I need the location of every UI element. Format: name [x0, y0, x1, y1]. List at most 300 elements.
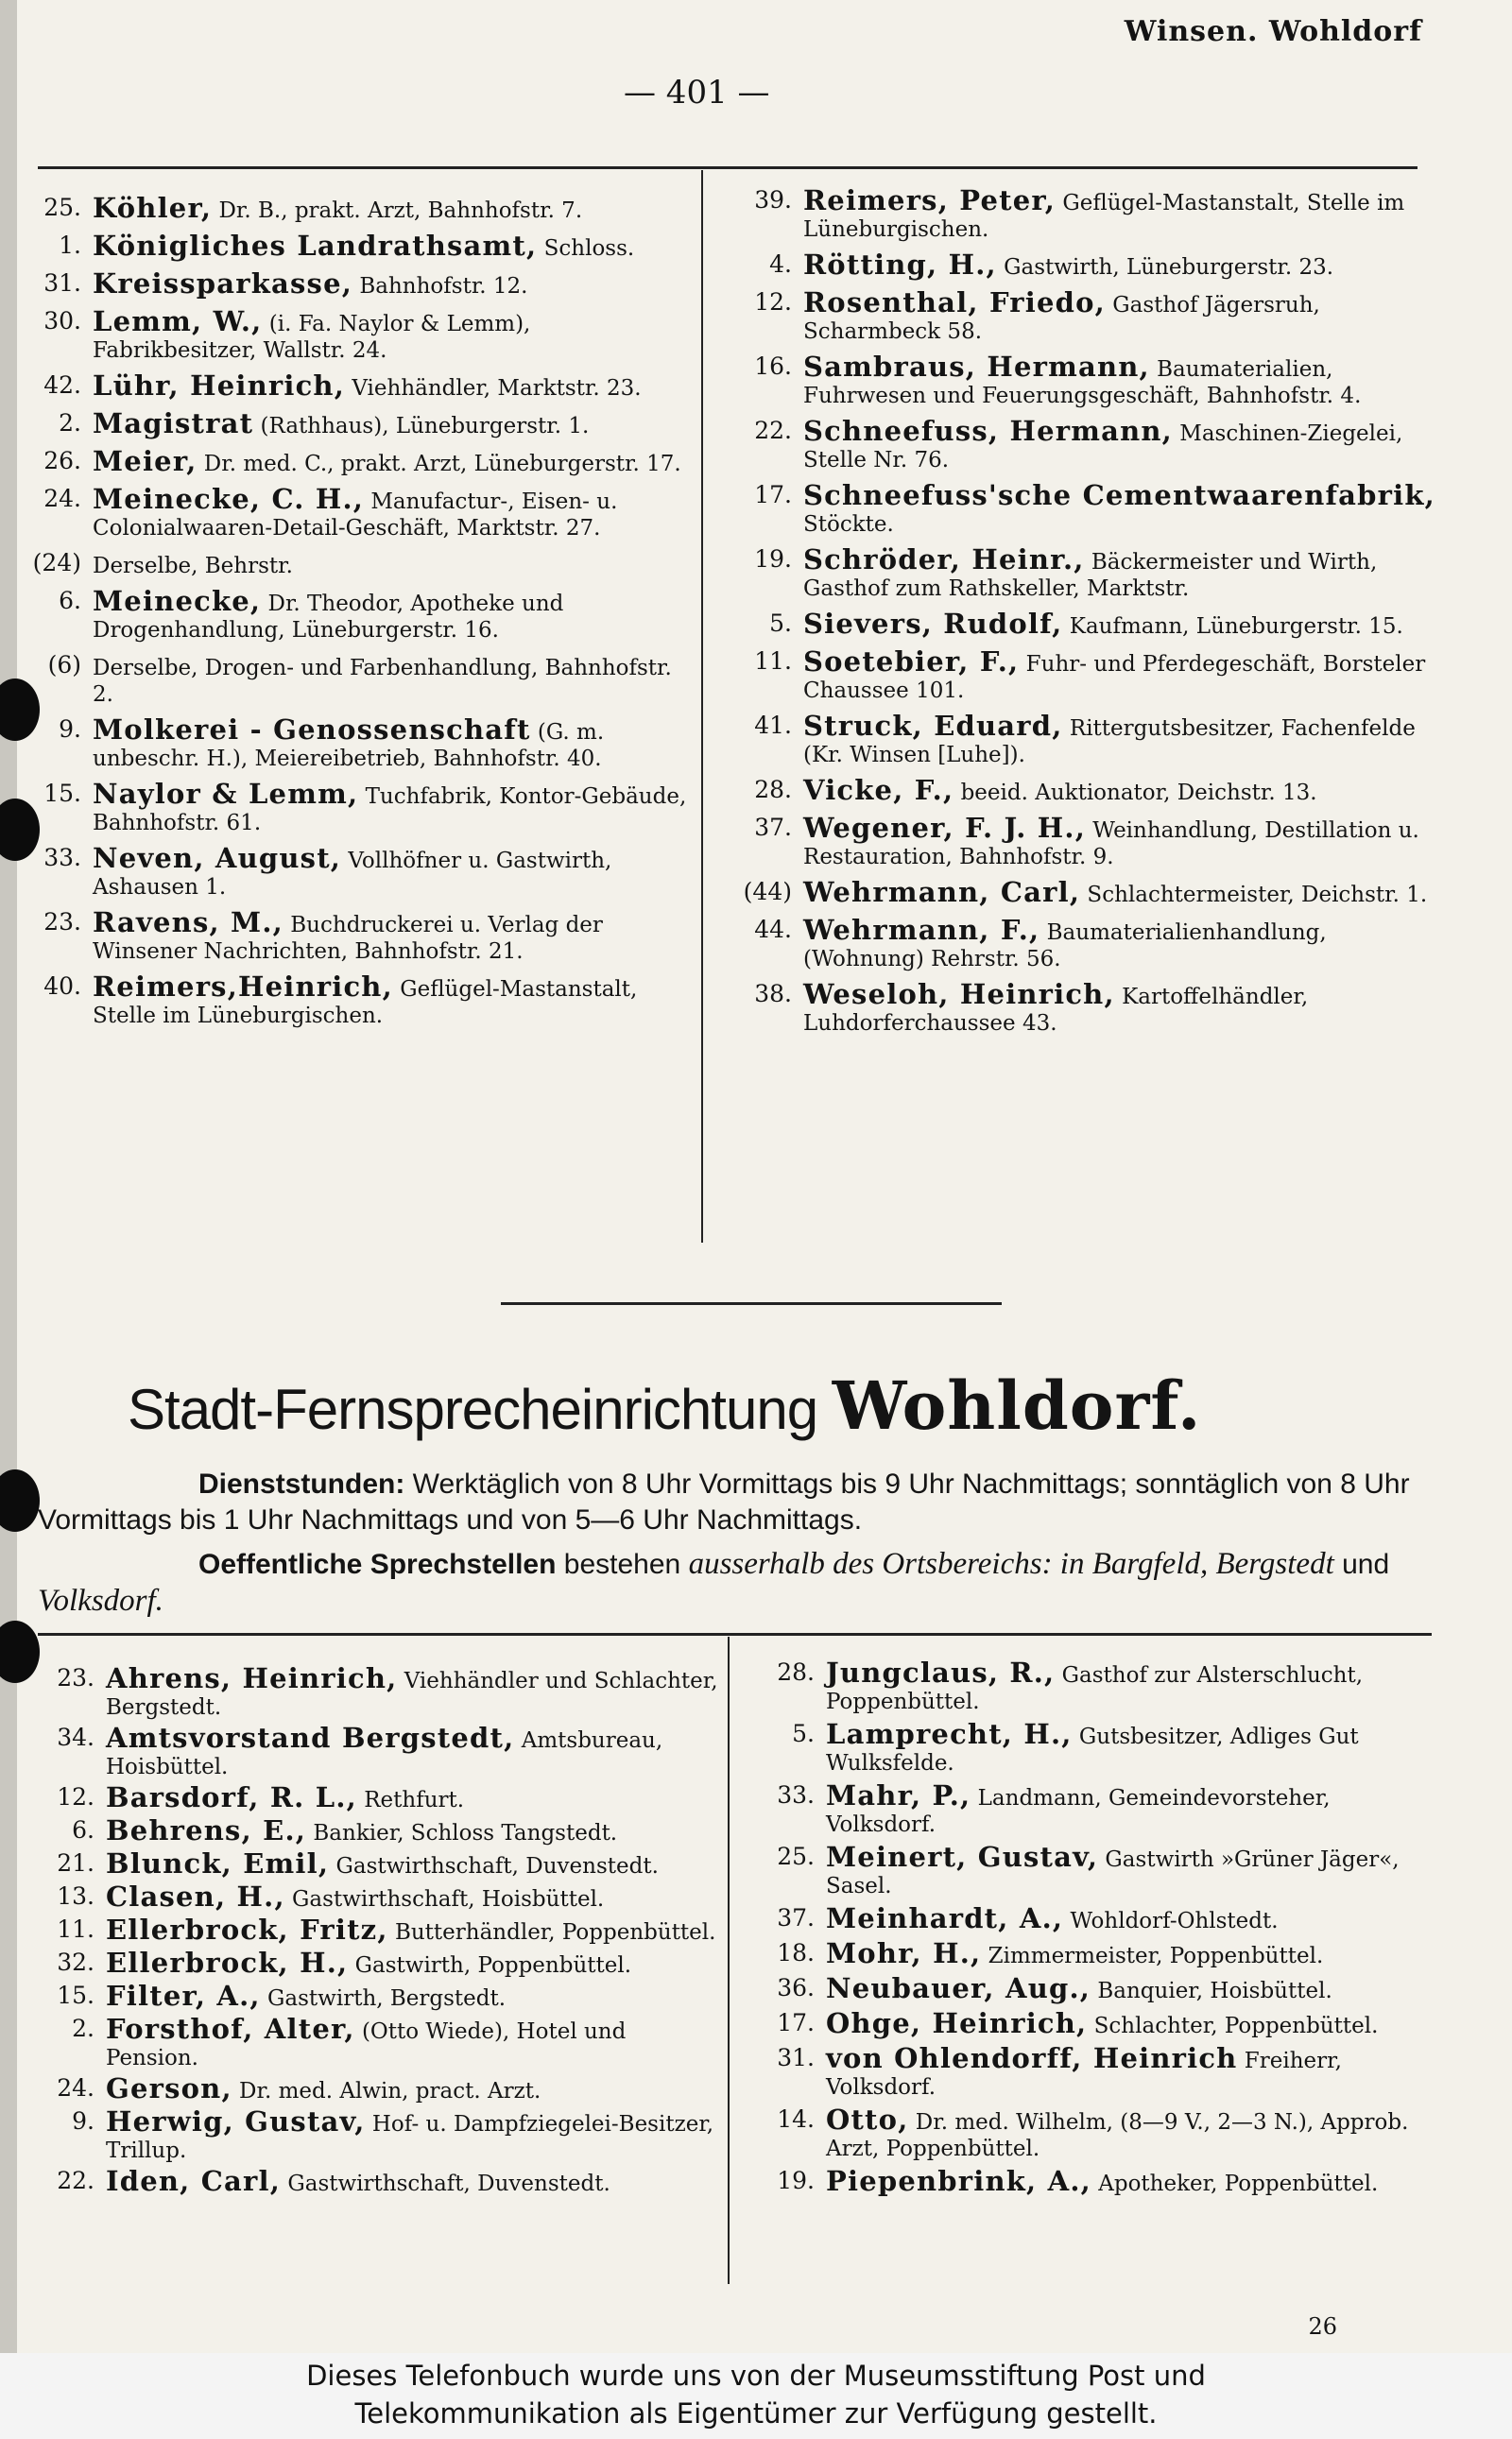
entry-body: [93, 550, 694, 579]
subscriber-name: Schneefuss'sche Cementwaarenfabrik,: [803, 479, 1435, 511]
entry-body: [826, 1902, 1446, 1934]
entry-body: [93, 778, 694, 836]
line-number: 24.: [43, 485, 81, 512]
directory-entry: [23, 906, 694, 965]
line-number: 18.: [777, 1939, 815, 1967]
entry-body: [826, 1937, 1446, 1969]
line-number: 12.: [57, 1783, 94, 1811]
subscriber-details: Dr. med. Alwin, pract. Arzt.: [232, 2079, 541, 2104]
directory-entry: [733, 812, 1437, 870]
subscriber-details: Bahnhofstr. 12.: [352, 274, 528, 299]
line-number: 6.: [59, 587, 81, 614]
subscriber-details: Gastwirth, Poppenbüttel.: [348, 1953, 632, 1978]
entry-body: [826, 1972, 1446, 2004]
column-divider: [701, 170, 703, 1243]
entry-body: [826, 2106, 1446, 2162]
directory-entry: [733, 479, 1437, 538]
directory-entry: [36, 2013, 724, 2071]
subscriber-name: Wehrmann, F.,: [803, 914, 1040, 946]
subscriber-name: Lemm, W.,: [93, 305, 263, 337]
directory-entry: [36, 1916, 724, 1946]
subscriber-details: Derselbe, Behrstr.: [93, 554, 293, 578]
subscriber-details: Dr. med. Wilhelm, (8—9 V., 2—3 N.), Approb. Arzt, Poppenbüttel.: [826, 2110, 1409, 2161]
directory-entry: [23, 585, 694, 644]
directory-entry: [36, 1662, 724, 1721]
subscriber-details: Baumaterialien, Fuhrwesen und Feuerungsgeschäft, Bahnhofstr. 4.: [803, 357, 1362, 408]
directory-entry: [733, 978, 1437, 1037]
line-number: 13.: [57, 1882, 94, 1910]
winsen-left-column: [23, 192, 694, 1038]
directory-entry: [36, 1980, 724, 2012]
line-number: 25.: [777, 1843, 815, 1870]
entry-body: [803, 978, 1437, 1037]
subscriber-details: Weinhandlung, Destillation u. Restauration, Bahnhofstr. 9.: [803, 818, 1419, 869]
subscriber-details: Geflügel-Mastanstalt, Stelle im Lüneburgischen.: [93, 977, 638, 1028]
entry-body: [106, 1814, 724, 1846]
line-number: 17.: [754, 481, 792, 508]
entry-body: [826, 1779, 1446, 1838]
directory-entry: [23, 550, 694, 579]
entry-body: [106, 2165, 724, 2197]
subscriber-details: Derselbe, Drogen- und Farbenhandlung, Bahnhofstr. 2.: [93, 656, 672, 707]
subscriber-details: Amtsbureau, Hoisbüttel.: [106, 1728, 663, 1779]
directory-entry: [756, 1937, 1446, 1969]
entry-body: [93, 232, 694, 262]
line-number: 14.: [777, 2105, 815, 2133]
line-number: 19.: [777, 2167, 815, 2194]
entry-body: [93, 585, 694, 644]
line-number: 31.: [777, 2044, 815, 2071]
directory-entry: [23, 842, 694, 901]
directory-entry: [733, 774, 1437, 806]
subscriber-name: Schröder, Heinr.,: [803, 543, 1085, 575]
directory-entry: [23, 483, 694, 541]
subscriber-details: (i. Fa. Naylor & Lemm), Fabrikbesitzer, Wallstr. 24.: [93, 312, 531, 363]
subscriber-name: Weseloh, Heinrich,: [803, 978, 1115, 1010]
directory-entry: [733, 184, 1437, 243]
subscriber-details: Schlachtermeister, Deichstr. 1.: [1080, 883, 1428, 907]
entry-body: [803, 876, 1437, 908]
subscriber-name: Vicke, F.,: [803, 774, 954, 806]
directory-entry: [733, 543, 1437, 602]
line-number: 11.: [754, 647, 792, 675]
subscriber-name: Meinecke, C. H.,: [93, 483, 365, 515]
public-call-offices-and: und: [1333, 1549, 1390, 1580]
public-call-offices-place-volksdorf: Volksdorf.: [38, 1584, 163, 1618]
subscriber-details: Banquier, Hoisbüttel.: [1091, 1979, 1332, 2003]
entry-body: [93, 713, 694, 772]
entry-body: [93, 842, 694, 901]
line-number: 31.: [43, 269, 81, 297]
subscriber-name: Meinhardt, A.,: [826, 1902, 1064, 1934]
line-number: 37.: [754, 814, 792, 841]
subscriber-details: Geflügel-Mastanstalt, Stelle im Lüneburgischen.: [803, 191, 1405, 242]
directory-entry: [36, 1814, 724, 1846]
entry-body: [803, 353, 1437, 409]
entry-body: [106, 1949, 724, 1979]
punch-hole: [0, 1621, 40, 1683]
directory-entry: [36, 1883, 724, 1913]
line-number: 42.: [43, 371, 81, 399]
entry-body: [93, 445, 694, 477]
subscriber-name: Ellerbrock, H.,: [106, 1947, 349, 1979]
subscriber-name: Ohge, Heinrich,: [826, 2007, 1088, 2039]
entry-body: [106, 1916, 724, 1946]
directory-entry: [23, 305, 694, 364]
line-number: 33.: [43, 844, 81, 871]
subscriber-name: Iden, Carl,: [106, 2165, 282, 2197]
subscriber-details: Schlachter, Poppenbüttel.: [1087, 2014, 1379, 2038]
entry-body: [93, 267, 694, 300]
subscriber-details: Rethfurt.: [356, 1788, 465, 1812]
subscriber-details: Gasthof Jägersruh, Scharmbeck 58.: [803, 293, 1320, 344]
entry-body: [803, 645, 1437, 704]
folio-number: 26: [1308, 2313, 1337, 2340]
subscriber-details: Fuhr- und Pferdegeschäft, Borsteler Chaussee 101.: [803, 652, 1426, 703]
entry-body: [93, 970, 694, 1029]
service-hours-text: Werktäglich von 8 Uhr Vormittags bis 9 Uhr Nachmittags; sonntäglich von 8 Uhr Vormittags bis 1 Uhr Nachmittags und von 5—6 Uhr Nachmittags.: [38, 1469, 1410, 1536]
entry-body: [106, 1722, 724, 1780]
line-number: 25.: [43, 194, 81, 221]
wohldorf-right-column: [756, 1659, 1446, 2203]
service-hours: [38, 1467, 1427, 1538]
winsen-right-column: [733, 184, 1437, 1045]
entry-body: [803, 610, 1437, 640]
entry-body: [106, 2013, 724, 2071]
directory-entry: [733, 353, 1437, 409]
directory-entry: [36, 2165, 724, 2197]
section-divider: [501, 1302, 1002, 1305]
subscriber-name: Gerson,: [106, 2072, 232, 2104]
line-number: 24.: [57, 2074, 94, 2102]
directory-entry: [23, 232, 694, 262]
subscriber-name: Behrens, E.,: [106, 1814, 307, 1846]
subscriber-details: Gutsbesitzer, Adliges Gut Wulksfelde.: [826, 1725, 1359, 1776]
subscriber-name: Kreissparkasse,: [93, 267, 353, 300]
place-title: Winsen. Wohldorf: [1124, 15, 1422, 48]
subscriber-name: Filter, A.,: [106, 1980, 261, 2012]
line-number: 5.: [792, 1720, 815, 1747]
subscriber-details: Wohldorf-Ohlstedt.: [1063, 1909, 1279, 1933]
subscriber-details: Viehhändler und Schlachter, Bergstedt.: [106, 1669, 718, 1720]
line-number: 41.: [754, 712, 792, 739]
subscriber-details: Vollhöfner u. Gastwirth, Ashausen 1.: [93, 849, 612, 900]
punch-hole: [0, 1469, 40, 1532]
subscriber-details: Gastwirthschaft, Hoisbüttel.: [284, 1887, 605, 1912]
line-number: 40.: [43, 972, 81, 1000]
line-number: 37.: [777, 1904, 815, 1932]
directory-entry: [23, 445, 694, 477]
entry-body: [803, 184, 1437, 243]
page-number: — 401 —: [624, 74, 770, 112]
subscriber-name: Neubauer, Aug.,: [826, 1972, 1091, 2004]
line-number: 44.: [754, 916, 792, 943]
subscriber-details: Viehhändler, Marktstr. 23.: [345, 376, 642, 401]
entry-body: [826, 2007, 1446, 2039]
line-number: 33.: [777, 1781, 815, 1809]
subscriber-details: Kaufmann, Lüneburgerstr. 15.: [1062, 614, 1403, 639]
line-number: 28.: [777, 1658, 815, 1686]
line-number: 22.: [754, 417, 792, 444]
public-call-offices: [38, 1546, 1427, 1620]
subscriber-details: Baumaterialienhandlung, (Wohnung) Rehrstr. 56.: [803, 920, 1327, 971]
subscriber-name: Wehrmann, Carl,: [803, 876, 1081, 908]
entry-body: [93, 652, 694, 708]
line-number: 12.: [754, 288, 792, 316]
subscriber-details: Stöckte.: [803, 512, 894, 537]
subscriber-details: beeid. Auktionator, Deichstr. 13.: [954, 781, 1317, 805]
subscriber-name: Schneefuss, Hermann,: [803, 415, 1173, 447]
footer-line-2: Telekommunikation als Eigentümer zur Verfügung gestellt.: [354, 2397, 1158, 2430]
line-number: 34.: [57, 1724, 94, 1751]
directory-entry: [23, 267, 694, 300]
subscriber-name: Molkerei - Genossenschaft: [93, 713, 531, 746]
subscriber-details: Gastwirth »Grüner Jäger«, Sasel.: [826, 1847, 1400, 1898]
directory-entry: [756, 1779, 1446, 1838]
entry-body: [106, 1662, 724, 1721]
directory-entry: [23, 192, 694, 224]
service-hours-label: Dienststunden:: [198, 1469, 405, 1500]
entry-body: [106, 2072, 724, 2104]
subscriber-details: Dr. Theodor, Apotheke und Drogenhandlung, Lüneburgerstr. 16.: [93, 592, 564, 643]
line-number: 16.: [754, 352, 792, 380]
directory-entry: [756, 1659, 1446, 1715]
subscriber-name: Ravens, M.,: [93, 906, 284, 938]
directory-entry: [23, 652, 694, 708]
directory-entry: [756, 1841, 1446, 1899]
entry-body: [93, 192, 694, 224]
subscriber-details: Freiherr, Volksdorf.: [826, 2049, 1342, 2100]
subscriber-details: Tuchfabrik, Kontor-Gebäude, Bahnhofstr. 61.: [93, 784, 687, 835]
directory-entry: [23, 407, 694, 439]
directory-entry: [23, 778, 694, 836]
entry-body: [803, 479, 1437, 538]
directory-entry: [36, 1781, 724, 1813]
directory-entry: [36, 1722, 724, 1780]
subscriber-name: Soetebier, F.,: [803, 645, 1020, 678]
directory-entry: [733, 876, 1437, 908]
line-number: 11.: [57, 1915, 94, 1943]
section-title-text: Stadt-Fernsprecheinrichtung: [128, 1378, 818, 1441]
subscriber-details: Buchdruckerei u. Verlag der Winsener Nachrichten, Bahnhofstr. 21.: [93, 913, 603, 964]
subscriber-name: Naylor & Lemm,: [93, 778, 359, 810]
subscriber-name: Sambraus, Hermann,: [803, 351, 1150, 383]
line-number: 2.: [72, 2015, 94, 2042]
line-number: 5.: [769, 610, 792, 637]
subscriber-name: Meier,: [93, 445, 198, 477]
line-number: 4.: [769, 250, 792, 278]
subscriber-details: Gastwirth, Bergstedt.: [260, 1986, 507, 2011]
entry-body: [803, 914, 1437, 972]
public-call-offices-text: bestehen: [556, 1549, 689, 1580]
subscriber-details: Kartoffelhändler, Luhdorferchaussee 43.: [803, 985, 1309, 1036]
subscriber-name: Herwig, Gustav,: [106, 2105, 366, 2138]
entry-body: [93, 483, 694, 541]
directory-entry: [756, 2106, 1446, 2162]
line-number: 6.: [72, 1816, 94, 1844]
line-number: 1.: [59, 232, 81, 259]
directory-entry: [756, 2007, 1446, 2039]
directory-entry: [36, 2105, 724, 2164]
directory-entry: [756, 1972, 1446, 2004]
subscriber-details: Schloss.: [537, 236, 635, 261]
top-rule: [38, 166, 1418, 169]
line-number: (24): [32, 549, 81, 576]
line-number: 21.: [57, 1849, 94, 1877]
directory-entry: [756, 1902, 1446, 1934]
entry-body: [803, 774, 1437, 806]
subscriber-details: Dr. B., prakt. Arzt, Bahnhofstr. 7.: [212, 198, 583, 223]
directory-entry: [733, 710, 1437, 768]
subscriber-details: Gastwirthschaft, Duvenstedt.: [329, 1854, 659, 1879]
subscriber-name: Wegener, F. J. H.,: [803, 812, 1086, 844]
subscriber-name: Clasen, H.,: [106, 1881, 285, 1913]
line-number: 19.: [754, 545, 792, 573]
page-binding-edge: [0, 0, 17, 2353]
line-number: 39.: [754, 186, 792, 214]
entry-body: [826, 1841, 1446, 1899]
subscriber-name: Meinecke,: [93, 585, 262, 617]
entry-body: [106, 2105, 724, 2164]
subscriber-name: Rötting, H.,: [803, 249, 997, 281]
directory-entry: [733, 914, 1437, 972]
subscriber-details: Rittergutsbesitzer, Fachenfelde (Kr. Winsen [Luhe]).: [803, 716, 1416, 767]
line-number: 9.: [72, 2107, 94, 2135]
subscriber-details: Gasthof zur Alsterschlucht, Poppenbüttel.: [826, 1663, 1364, 1714]
directory-entry: [23, 713, 694, 772]
entry-body: [803, 543, 1437, 602]
directory-entry: [733, 251, 1437, 281]
subscriber-name: Mahr, P.,: [826, 1779, 971, 1812]
line-number: 28.: [754, 776, 792, 803]
line-number: 22.: [57, 2167, 94, 2194]
entry-body: [826, 2042, 1446, 2101]
subscriber-name: Forsthof, Alter,: [106, 2013, 355, 2045]
line-number: 32.: [57, 1949, 94, 1976]
entry-body: [106, 1980, 724, 2012]
directory-entry: [756, 2042, 1446, 2101]
subscriber-name: Amtsvorstand Bergstedt,: [106, 1722, 515, 1754]
subscriber-name: Königliches Landrathsamt,: [93, 230, 538, 262]
section-title: [128, 1366, 1201, 1445]
subscriber-details: Maschinen-Ziegelei, Stelle Nr. 76.: [803, 421, 1403, 472]
entry-body: [93, 906, 694, 965]
entry-body: [803, 286, 1437, 345]
subscriber-details: Gastwirth, Lüneburgerstr. 23.: [996, 255, 1334, 280]
line-number: (44): [743, 878, 792, 905]
directory-entry: [36, 2072, 724, 2104]
entry-body: [826, 1659, 1446, 1715]
public-call-offices-label: Oeffentliche Sprechstellen: [198, 1549, 557, 1580]
subscriber-name: Struck, Eduard,: [803, 710, 1063, 742]
directory-entry: [733, 610, 1437, 640]
subscriber-name: Blunck, Emil,: [106, 1847, 330, 1880]
line-number: 26.: [43, 447, 81, 474]
entry-body: [106, 1847, 724, 1880]
section-title-place: Wohldorf.: [832, 1366, 1202, 1445]
line-number: 30.: [43, 307, 81, 335]
entry-body: [93, 305, 694, 364]
subscriber-name: Jungclaus, R.,: [826, 1657, 1056, 1689]
directory-entry: [23, 369, 694, 402]
entry-body: [803, 812, 1437, 870]
line-number: 36.: [777, 1974, 815, 2001]
subscriber-details: Manufactur-, Eisen- u. Colonialwaaren-Detail-Geschäft, Marktstr. 27.: [93, 490, 618, 541]
subscriber-name: Meinert, Gustav,: [826, 1841, 1099, 1873]
entry-body: [826, 1718, 1446, 1777]
entry-body: [826, 2165, 1446, 2197]
column-divider-lower: [728, 1637, 730, 2284]
entry-body: [106, 1781, 724, 1813]
subscriber-details: Dr. med. C., prakt. Arzt, Lüneburgerstr. 17.: [197, 452, 681, 476]
subscriber-name: Köhler,: [93, 192, 213, 224]
subscriber-name: Neven, August,: [93, 842, 342, 874]
subscriber-details: Landmann, Gemeindevorsteher, Volksdorf.: [826, 1786, 1331, 1837]
subscriber-details: (Rathhaus), Lüneburgerstr. 1.: [253, 414, 590, 438]
directory-entry: [756, 2165, 1446, 2197]
subscriber-details: Apotheker, Poppenbüttel.: [1091, 2172, 1379, 2196]
middle-rule: [38, 1633, 1432, 1636]
entry-body: [106, 1883, 724, 1913]
entry-body: [93, 369, 694, 402]
subscriber-name: von Ohlendorff, Heinrich: [826, 2042, 1238, 2074]
directory-entry: [733, 645, 1437, 704]
directory-entry: [36, 1949, 724, 1979]
subscriber-details: (Otto Wiede), Hotel und Pension.: [106, 2019, 627, 2070]
subscriber-name: Piepenbrink, A.,: [826, 2165, 1091, 2197]
entry-body: [803, 251, 1437, 281]
public-call-offices-places: ausserhalb des Ortsbereichs: in Bargfeld, Bergstedt: [688, 1547, 1334, 1581]
subscriber-details: Gastwirthschaft, Duvenstedt.: [281, 2172, 610, 2196]
subscriber-name: Sievers, Rudolf,: [803, 608, 1063, 640]
subscriber-details: (G. m. unbeschr. H.), Meiereibetrieb, Bahnhofstr. 40.: [93, 720, 605, 771]
directory-entry: [756, 1718, 1446, 1777]
directory-entry: [36, 1847, 724, 1880]
entry-body: [803, 415, 1437, 473]
directory-entry: [23, 970, 694, 1029]
subscriber-name: Ahrens, Heinrich,: [106, 1662, 398, 1694]
entry-body: [803, 710, 1437, 768]
subscriber-name: Reimers, Peter,: [803, 184, 1057, 216]
subscriber-name: Rosenthal, Friedo,: [803, 286, 1106, 318]
subscriber-name: Reimers,Heinrich,: [93, 970, 393, 1003]
subscriber-details: Butterhändler, Poppenbüttel.: [387, 1920, 716, 1945]
subscriber-name: Magistrat: [93, 407, 254, 439]
subscriber-details: Bäckermeister und Wirth, Gasthof zum Rathskeller, Marktstr.: [803, 550, 1378, 601]
line-number: 2.: [59, 409, 81, 437]
subscriber-name: Lühr, Heinrich,: [93, 369, 346, 402]
wohldorf-left-column: [36, 1662, 724, 2201]
directory-entry: [733, 415, 1437, 473]
line-number: 15.: [57, 1982, 94, 2009]
subscriber-details: Zimmermeister, Poppenbüttel.: [981, 1944, 1324, 1968]
line-number: 23.: [57, 1664, 94, 1692]
line-number: 15.: [43, 780, 81, 807]
subscriber-name: Otto,: [826, 2104, 909, 2136]
subscriber-name: Lamprecht, H.,: [826, 1718, 1073, 1750]
subscriber-name: Ellerbrock, Fritz,: [106, 1914, 388, 1946]
subscriber-name: Barsdorf, R. L.,: [106, 1781, 357, 1813]
footer-line-1: Dieses Telefonbuch wurde uns von der Museumsstiftung Post und: [306, 2360, 1206, 2392]
entry-body: [93, 407, 694, 439]
subscriber-details: Hof- u. Dampfziegelei-Besitzer, Trillup.: [106, 2112, 714, 2163]
footer-notice: [0, 2353, 1512, 2439]
line-number: (6): [47, 651, 81, 678]
line-number: 23.: [43, 908, 81, 936]
directory-entry: [733, 286, 1437, 345]
subscriber-details: Bankier, Schloss Tangstedt.: [306, 1821, 618, 1846]
subscriber-name: Mohr, H.,: [826, 1937, 982, 1969]
